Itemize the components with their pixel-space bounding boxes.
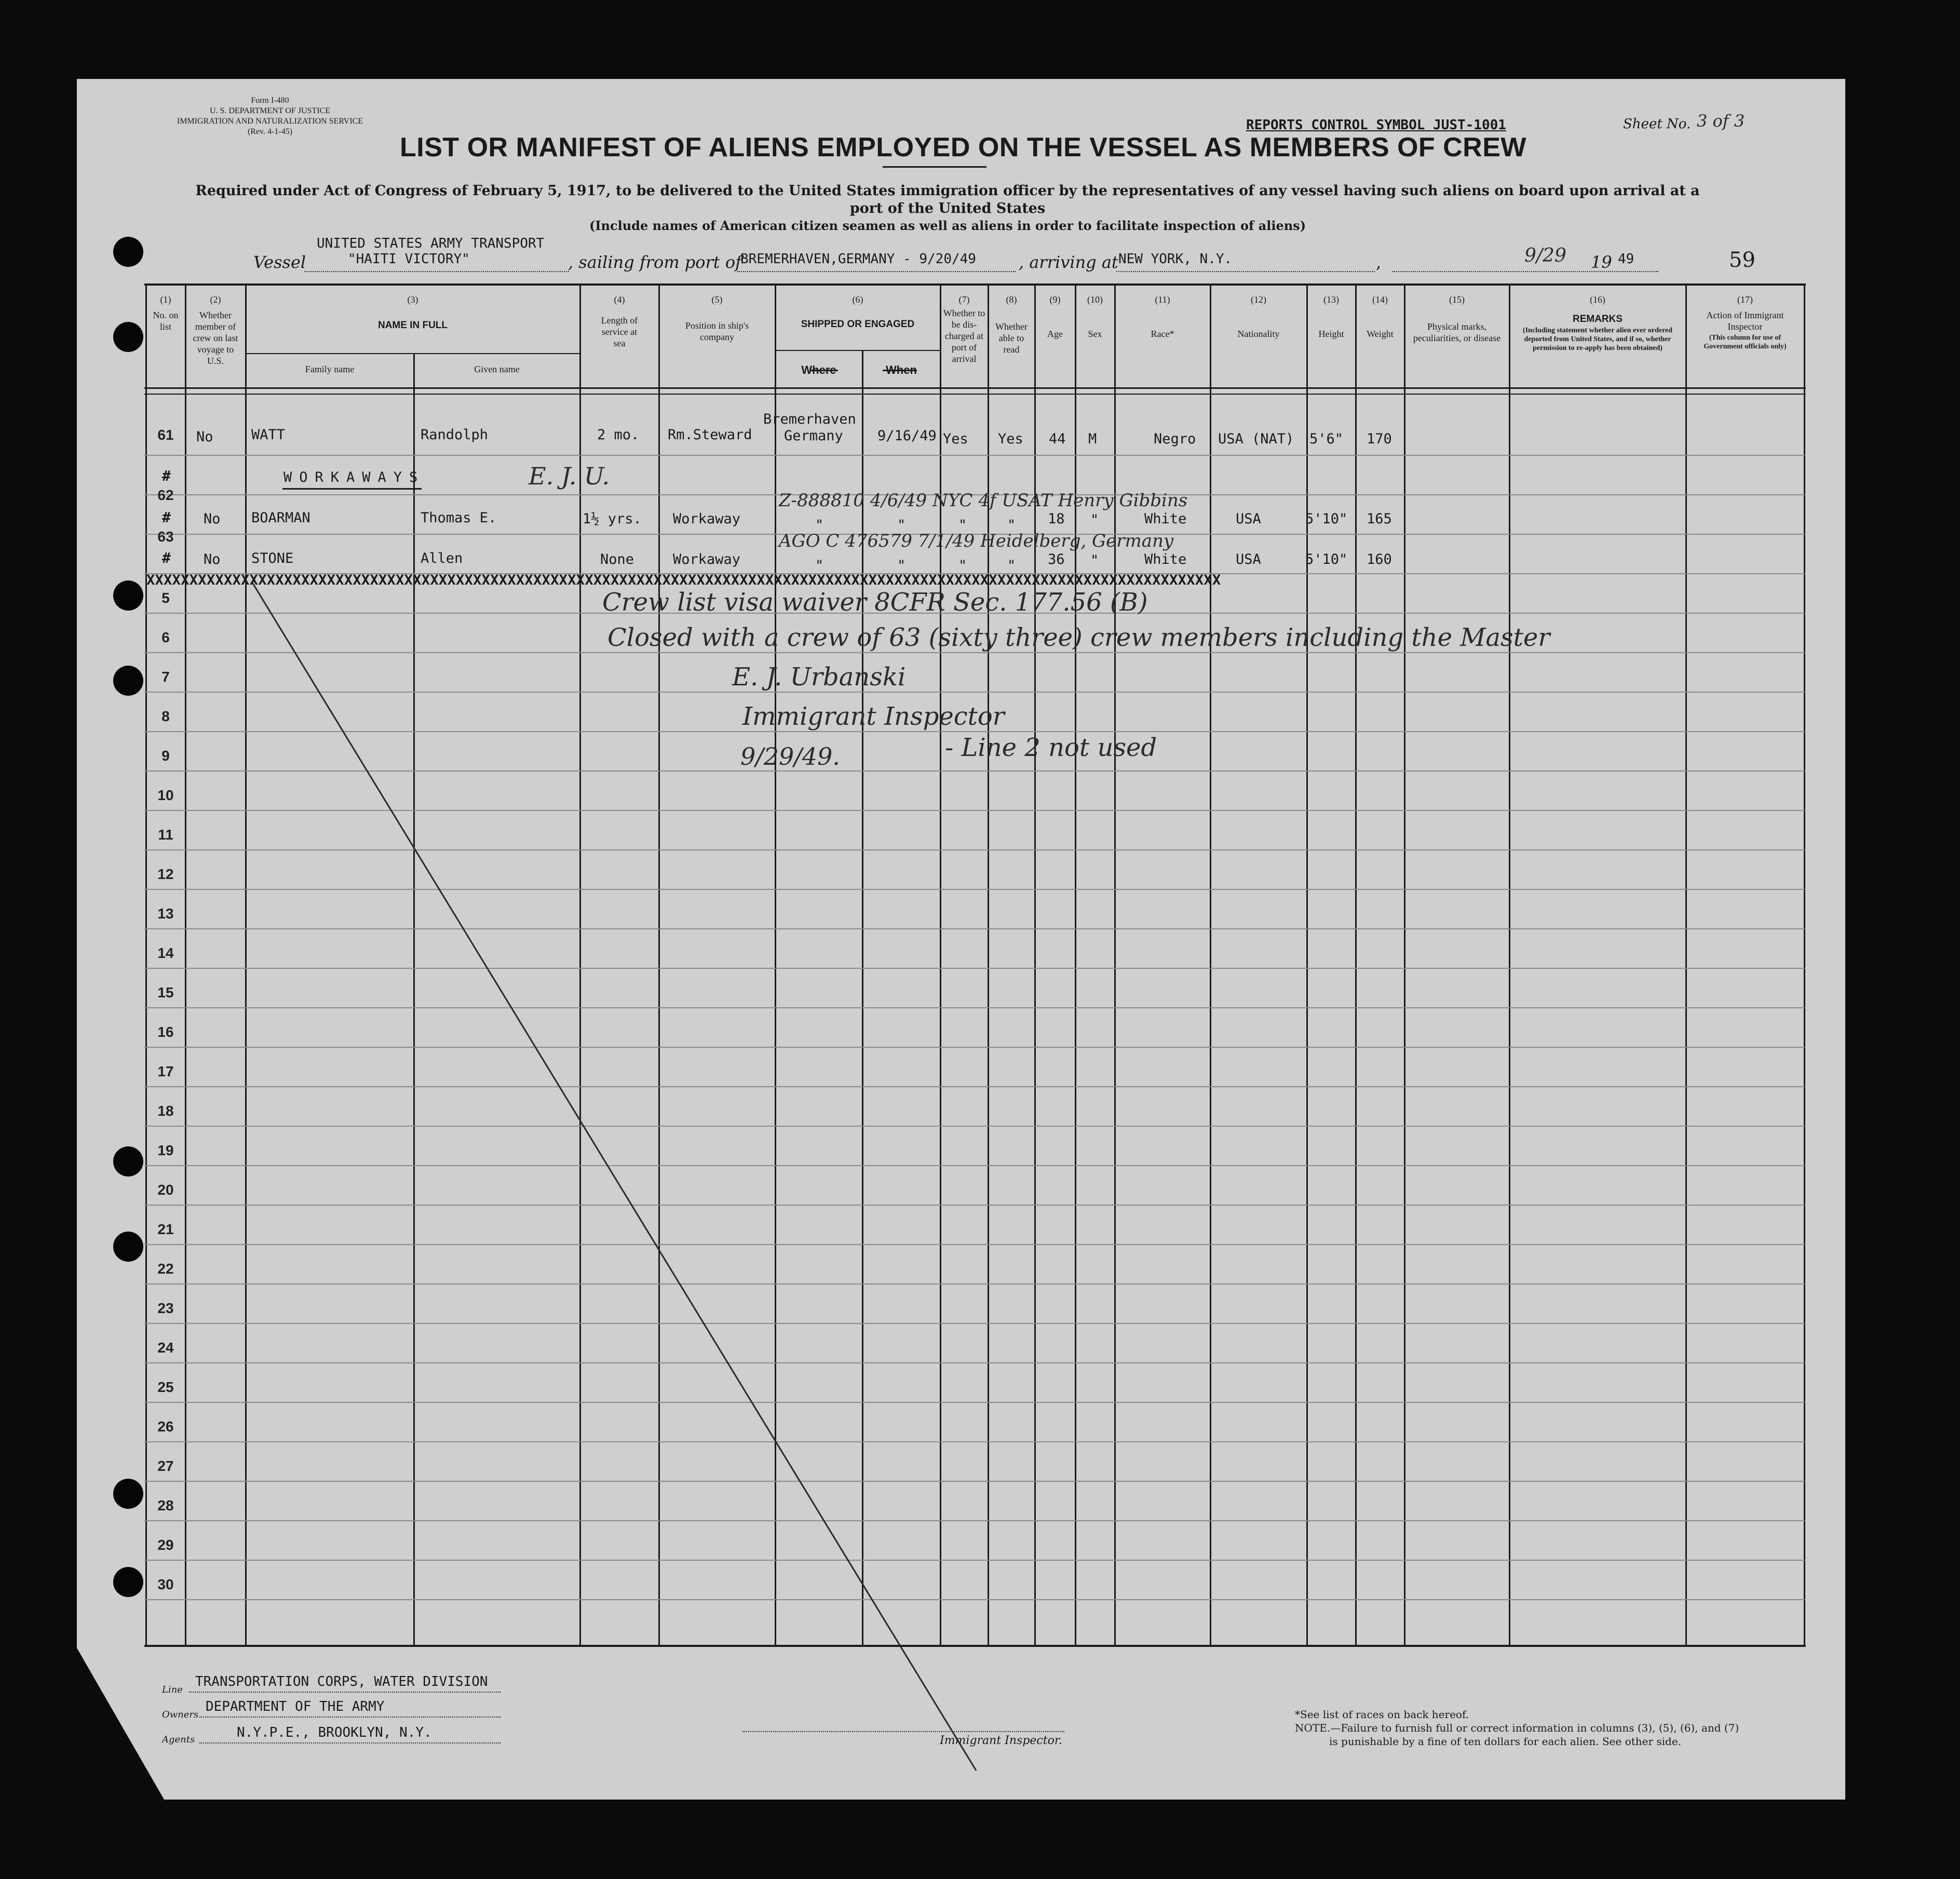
handwritten-closed-note: Closed with a crew of 63 (sixty three) crew members including the Master [607,623,1550,652]
col-header-11: (11) Race* [1151,294,1174,339]
penalty-note-2: is punishable by a fine of ten dollars for each alien. See other side. [1329,1735,1682,1748]
line-number: 16 [157,1024,174,1040]
cell-given-name: Thomas E. [421,510,497,526]
cell-given-name: Allen [421,550,463,566]
cell-age: 36 [1048,551,1065,567]
line-number: 18 [157,1103,174,1119]
col-header-9: (9) Age [1047,294,1063,339]
cell-height: 5'10" [1305,551,1348,567]
col-header-8: (8) Whether able to read [995,294,1028,355]
cell-sex: M [1088,431,1097,447]
line-number: 21 [157,1221,174,1237]
arrival-date: 9/29 [1524,245,1566,266]
line-number: 27 [157,1458,174,1474]
cell-weight: 170 [1367,431,1392,447]
line-number: 10 [157,787,174,803]
cell-nationality: USA (NAT) [1218,431,1294,447]
closing-x-line: XXXXXXXXXXXXXXXXXXXXXXXXXXXXXXXXXXXXXXXXXXXXXXXXXXXXXXXXXXXXXXXXXXXXXXXXXXXXXXXXXXXXXXXXXXXXXXXXXXXXXXXXXXXXXXXXXXXXXXXXXXXXX [146,572,1221,588]
row-number: 63 [157,529,174,545]
cell-where-1: Bremerhaven [763,411,856,427]
cell-weight: 160 [1367,551,1392,567]
line-number: 26 [157,1418,174,1435]
footer-line-underline [189,1692,501,1693]
cell-length-service: 1½ yrs. [583,511,642,527]
cell-where: " [815,558,824,574]
subtitle-line-1: Required under Act of Congress of February 5, 1917, to be delivered to the United States immigration officer by the representatives of any vessel having such aliens on board upon arrival at a [195,183,1700,199]
form-service: IMMIGRATION AND NATURALIZATION SERVICE [177,117,363,126]
footer-owners-underline [199,1716,501,1718]
cell-prior-voyage: No [204,511,221,527]
cell-height: 5'10" [1305,511,1348,527]
line-number: 6 [161,629,170,645]
row-number-struck: # [162,509,171,526]
col-header-2: (2) Whether member of crew on last voyage to U.S. [193,294,238,366]
footer-line-value: TRANSPORTATION CORPS, WATER DIVISION [195,1674,488,1689]
handwritten-visa-waiver: Crew list visa waiver 8CFR Sec. 177.56 (B) [602,588,1148,617]
line-number: 9 [161,748,170,764]
year-prefix: 19 [1591,252,1612,272]
cell-discharged: " [958,517,967,533]
cell-nationality: USA [1236,511,1261,527]
row-number: 62 [157,487,174,503]
cell-given-name: Randolph [421,427,489,443]
col-header-15: (15) Physical marks, peculiarities, or disease [1413,294,1501,343]
col-header-family-name: Family name [305,364,355,374]
cell-when: " [897,558,906,574]
vessel-name-1: UNITED STATES ARMY TRANSPORT [317,236,545,251]
cell-family-name: WATT [251,427,286,443]
row-number-struck: # [162,549,171,566]
cell-length-service: None [600,551,634,567]
cell-race: White [1144,511,1187,527]
cell-weight: 165 [1367,511,1392,527]
footer-owners-label: Owners [162,1709,199,1720]
col-header-16: (16) REMARKS (Including statement whether alien ever ordered deported from United States, and if so, whether permission to re-apply has been obtained) [1522,294,1673,352]
line-number: 29 [157,1537,174,1553]
cell-position: Rm.Steward [668,427,752,443]
arriving-label: , arriving at [1019,252,1118,272]
cell-discharged: Yes [943,431,968,447]
line-number: 24 [157,1340,174,1356]
line-number: 25 [157,1379,174,1395]
col-header-where: Where [801,363,836,376]
handwritten-date: 9/29/49. [740,742,840,770]
cell-length-service: 2 mo. [597,427,640,443]
cell-height: 5'6" [1309,431,1344,447]
cell-position: Workaway [673,511,741,527]
line-number: 8 [161,708,170,724]
sheet-value: 3 of 3 [1697,111,1745,131]
footer-agents-value: N.Y.P.E., BROOKLYN, N.Y. [237,1725,432,1740]
inspector-signature-line [742,1731,1064,1732]
footer-agents-underline [199,1742,501,1743]
reports-control-symbol: REPORTS CONTROL SYMBOL JUST-1001 [1246,117,1506,133]
subtitle-line-2: port of the United States [849,200,1046,217]
line-number: 28 [157,1497,174,1513]
page-number: 59 [1729,248,1755,272]
cell-sex: " [1090,552,1099,569]
line-number: 12 [157,866,174,882]
penalty-note-1: NOTE.—Failure to furnish full or correct information in columns (3), (5), (6), and (7) [1295,1722,1739,1734]
cell-read: " [1007,558,1016,574]
handwritten-row-62: Z-888810 4/6/49 NYC 4f USAT Henry Gibbins [779,490,1188,511]
cell-where-2: Germany [784,428,843,444]
race-note: *See list of races on back hereof. [1295,1708,1469,1721]
cell-read: Yes [998,431,1023,447]
cell-where: " [815,517,824,533]
sheet-label: Sheet No. [1623,116,1691,132]
year-value: 49 [1618,251,1634,267]
line-number: 22 [157,1261,174,1277]
initials-note: E. J. U. [529,462,610,490]
cell-sex: " [1090,512,1099,528]
cell-prior-voyage: No [204,551,221,567]
handwritten-row-63: AGO C 476579 7/1/49 Heidelberg, Germany [779,531,1174,551]
line-number: 5 [161,590,170,606]
col-header-17: (17) Action of Immigrant Inspector (This column for use of Government officials only) [1704,294,1787,350]
col-header-4: (4) Length of service at sea [601,294,638,348]
col-header-5: (5) Position in ship's company [685,294,749,342]
cell-position: Workaway [673,551,741,567]
line-number: 19 [157,1142,174,1158]
cell-read: " [1007,517,1016,533]
line-number: 14 [157,945,174,961]
col-header-6: (6) SHIPPED OR ENGAGED [801,294,915,330]
cell-family-name: STONE [251,550,294,566]
form-number: Form I-480 [251,96,289,105]
line-number: 20 [157,1182,174,1198]
line-number: 30 [157,1576,174,1592]
cell-race: White [1144,551,1187,567]
cell-age: 18 [1048,511,1065,527]
cell-prior-voyage: No [196,429,213,445]
section-workaways: WORKAWAYS [283,469,425,485]
col-header-12: (12) Nationality [1237,294,1280,339]
col-header-14: (14) Weight [1367,294,1394,339]
comma: , [1376,252,1382,272]
cell-when: 9/16/49 [877,428,937,444]
cell-race: Negro [1154,431,1196,447]
vessel-name-2: "HAITI VICTORY" [348,251,470,267]
handwritten-line-note: - Line 2 not used [945,733,1157,762]
arriving-port: NEW YORK, N.Y. [1118,251,1233,267]
sailing-label: , sailing from port of [568,252,741,272]
form-revision: (Rev. 4-1-45) [247,127,293,136]
cell-nationality: USA [1236,551,1261,567]
vessel-label: Vessel [253,252,306,272]
cell-family-name: BOARMAN [251,510,310,526]
col-header-13: (13) Height [1318,294,1344,339]
col-header-10: (10) Sex [1087,294,1103,339]
cell-when: " [897,517,906,533]
col-header-1: (1) No. on list [153,294,179,332]
subtitle-line-3: (Include names of American citizen seamen as well as aliens in order to facilitate inspection of aliens) [589,218,1306,233]
cell-age: 44 [1049,431,1066,447]
form-department: U. S. DEPARTMENT OF JUSTICE [210,106,330,115]
footer-owners-value: DEPARTMENT OF THE ARMY [206,1699,385,1714]
inspector-label: Immigrant Inspector. [940,1734,1062,1747]
col-header-3: (3) NAME IN FULL [377,294,448,331]
handwritten-inspector-title: Immigrant Inspector [742,702,1005,731]
line-number: 7 [161,669,170,685]
line-number: 11 [158,827,173,843]
cell-discharged: " [958,558,967,574]
col-header-when: When [886,363,917,376]
line-number: 23 [157,1300,174,1316]
row-number: 61 [157,427,174,443]
handwritten-inspector-name: E. J. Urbanski [732,663,906,692]
footer-line-label: Line [162,1684,183,1695]
footer-agents-label: Agents [162,1734,195,1745]
col-header-7: (7) Whether to be dis- charged at port of arrival [943,294,985,364]
line-number: 15 [157,984,174,1001]
line-number: 13 [157,905,174,922]
line-number: 17 [157,1063,174,1079]
page-title: LIST OR MANIFEST OF ALIENS EMPLOYED ON THE VESSEL AS MEMBERS OF CREW [400,132,1526,163]
col-header-given-name: Given name [474,364,520,374]
row-number-struck: # [162,467,171,484]
sailing-port: BREMERHAVEN,GERMANY - 9/20/49 [740,251,976,267]
